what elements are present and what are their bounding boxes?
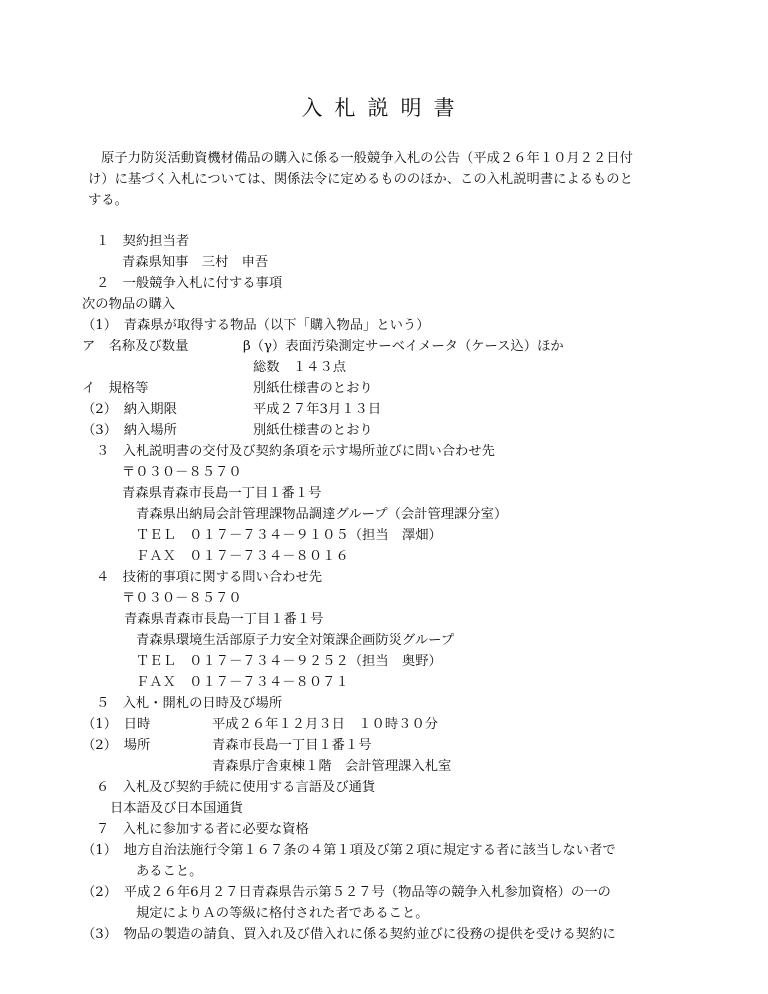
line-dept-1: 青森県出納局会計管理課物品調達グループ（会計管理課分室） <box>136 507 508 522</box>
line-deadline: （2） 納入期限 <box>82 402 177 417</box>
line-section-6-heading: ６ 入札及び契約手続に使用する言語及び通貨 <box>96 780 376 795</box>
line-7-2-cont: 規定によりＡの等級に格付された者であること。 <box>136 906 429 921</box>
line-postal-2: 〒０３０－８５７０ <box>122 591 242 606</box>
line-tel-1: ＴＥＬ ０１７－７３４－９１０５（担当 澤畑） <box>136 528 442 543</box>
line-spec-value: 別紙仕様書のとおり <box>253 381 373 396</box>
line-contract-officer-name: 青森県知事 三村 申吾 <box>122 255 269 270</box>
line-datetime-value: 平成２６年１２月３日 １０時３０分 <box>212 717 439 732</box>
line-section-7-heading: ７ 入札に参加する者に必要な資格 <box>96 822 309 837</box>
line-fax-1: ＦＡＸ ０１７－７３４－８０１６ <box>136 549 349 564</box>
line-dept-2: 青森県環境生活部原子力安全対策課企画防災グループ <box>136 633 455 648</box>
line-name-quantity: ア 名称及び数量 <box>82 339 189 354</box>
intro-line-1: 原子力防災活動資機材備品の購入に係る一般競争入札の公告（平成２６年１０月２２日付 <box>101 151 633 166</box>
line-location-value: 青森市長島一丁目１番１号 <box>212 738 372 753</box>
line-fax-2: ＦＡＸ ０１７－７３４－８０７１ <box>136 675 349 690</box>
document-title: 入札説明書 <box>301 96 467 120</box>
line-language: 日本語及び日本国通貨 <box>110 801 243 816</box>
line-purchase: 次の物品の購入 <box>82 297 176 312</box>
intro-line-2: け）に基づく入札については、関係法令に定めるもののほか、この入札説明書によるものと <box>88 172 633 187</box>
line-location-room: 青森県庁舎東棟１階 会計管理課入札室 <box>212 759 452 774</box>
line-contract-officer-heading: １ 契約担当者 <box>96 234 190 249</box>
line-section-3-heading: ３ 入札説明書の交付及び契約条項を示す場所並びに問い合わせ先 <box>96 444 495 459</box>
line-name-quantity-value: β（γ）表面汚染測定サーベイメータ（ケース込）ほか <box>243 339 564 354</box>
line-place-value: 別紙仕様書のとおり <box>253 423 373 438</box>
line-tel-2: ＴＥＬ ０１７－７３４－９２５２（担当 奥野） <box>136 654 442 669</box>
line-7-1: （1） 地方自治法施行令第１６７条の４第１項及び第２項に規定する者に該当しない者で <box>82 843 616 858</box>
line-deadline-value: 平成２７年3月１３日 <box>253 402 382 417</box>
line-location: （2） 場所 <box>82 738 151 753</box>
line-address-1: 青森県青森市長島一丁目１番１号 <box>122 486 322 501</box>
line-section-5-heading: ５ 入札・開札の日時及び場所 <box>96 696 283 711</box>
line-2-1: （1） 青森県が取得する物品（以下「購入物品」という） <box>82 318 430 333</box>
line-section-4-heading: ４ 技術的事項に関する問い合わせ先 <box>96 570 323 585</box>
line-total-quantity: 総数 １４３点 <box>253 360 347 375</box>
line-address-2: 青森県青森市長島一丁目１番１号 <box>124 612 324 627</box>
line-postal-1: 〒０３０－８５７０ <box>122 465 242 480</box>
intro-line-3: する。 <box>88 193 128 208</box>
line-spec: イ 規格等 <box>82 381 149 396</box>
line-section-2-heading: ２ 一般競争入札に付する事項 <box>96 276 283 291</box>
line-place: （3） 納入場所 <box>82 423 177 438</box>
intro-paragraph <box>88 148 698 211</box>
line-7-3: （3） 物品の製造の請負、買入れ及び借入れに係る契約並びに役務の提供を受ける契約に <box>82 927 616 942</box>
line-datetime: （1） 日時 <box>82 717 151 732</box>
line-7-2: （2） 平成２６年6月２７日青森県告示第５２７号（物品等の競争入札参加資格）の一の <box>82 885 611 900</box>
line-7-1-cont: あること。 <box>136 864 203 879</box>
